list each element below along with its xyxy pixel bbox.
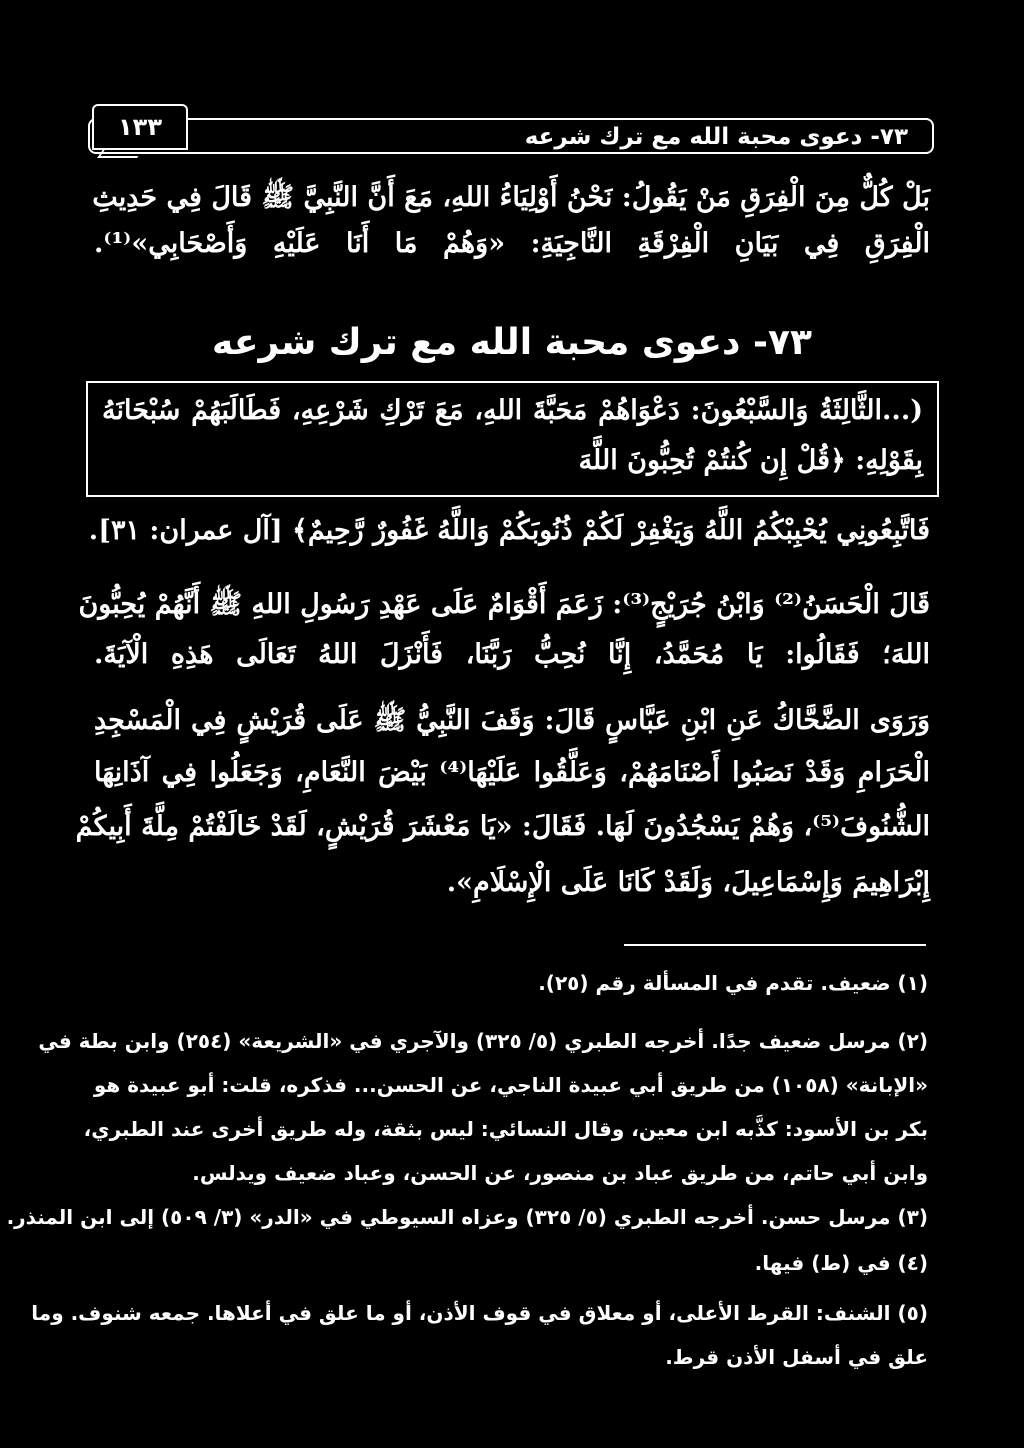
body-line-4: وَرَوَى الضَّحَّاكُ عَنِ ابْنِ عَبَّاسٍ قَالَ: وَقَفَ النَّبِيُّ ﷺ عَلَى قُرَيْشٍ فِي الْمَسْجِدِ [94, 705, 930, 736]
chapter-box [86, 381, 939, 497]
running-title: ٧٣- دعوى محبة الله مع ترك شرعه [524, 124, 908, 150]
footnote-1: (١) ضعيف. تقدم في المسألة رقم (٢٥). [538, 971, 928, 995]
footnote-3: (٣) مرسل حسن. أخرجه الطبري (٥/ ٣٢٥) وعزاه السيوطي في «الدر» (٣/ ٥٠٩) إلى ابن المنذر. [6, 1205, 928, 1229]
footnote-2-line-1: (٢) مرسل ضعيف جدًا. أخرجه الطبري (٥/ ٣٢٥) والآجري في «الشريعة» (٢٥٤) وابن بطة في [38, 1029, 928, 1053]
body-line-7: إِبْرَاهِيمَ وَإِسْمَاعِيلَ، وَلَقَدْ كَانَا عَلَى الْإِسْلَامِ». [446, 867, 930, 898]
running-header [88, 118, 934, 154]
intro-line-1: بَلْ كُلٌّ مِنَ الْفِرَقِ مَنْ يَقُولُ: نَحْنُ أَوْلِيَاءُ اللهِ، مَعَ أَنَّ النَّبِيَّ ﷺ قَالَ فِي حَدِيثِ [92, 182, 930, 213]
footnote-2-line-3: بكر بن الأسود: كذَّبه ابن معين، وقال النسائي: ليس بثقة، وله طريق أخرى عند الطبري، [83, 1117, 928, 1141]
page-number: ١٣٣ [92, 104, 188, 150]
footnote-2-line-4: وابن أبي حاتم، من طريق عباد بن منصور، عن الحسن، وعباد ضعيف ويدلس. [192, 1161, 928, 1185]
intro-line-2: الْفِرَقِ فِي بَيَانِ الْفِرْقَةِ النَّاجِيَةِ: «وَهُمْ مَا أَنَا عَلَيْهِ وَأَصْحَابِي»⁽¹⁾. [94, 228, 930, 259]
footnote-2-line-2: «الإبانة» (١٠٥٨) من طريق أبي عبيدة الناجي، عن الحسن... فذكره، قلت: أبو عبيدة هو [93, 1073, 928, 1097]
footnote-5-line-1: (٥) الشنف: القرط الأعلى، أو معلاق في قوف الأذن، أو ما علق في أعلاها. جمعه شنوف. وما [31, 1301, 928, 1325]
body-line-2: قَالَ الْحَسَنُ⁽²⁾ وَابْنُ جُرَيْجٍ⁽³⁾: زَعَمَ أَقْوَامٌ عَلَى عَهْدِ رَسُولِ اللهِ ﷺ أَنَّهُمْ يُحِبُّونَ [78, 589, 930, 620]
body-line-5: الْحَرَامِ وَقَدْ نَصَبُوا أَصْنَامَهُمْ، وَعَلَّقُوا عَلَيْهَا⁽⁴⁾ بَيْضَ النَّعَامِ، وَجَعَلُوا فِي آذَانِهَا [94, 757, 930, 788]
footnote-5-line-2: علق في أسفل الأذن قرط. [665, 1345, 928, 1369]
section-title: ٧٣- دعوى محبة الله مع ترك شرعه [212, 322, 812, 363]
body-line-1: فَاتَّبِعُونِي يُحْبِبْكُمُ اللَّهُ وَيَغْفِرْ لَكُمْ ذُنُوبَكُمْ وَاللَّهُ غَفُورٌ رَّحِيمٌ﴾ [آل عمران: ٣١]. [88, 515, 930, 546]
chapter-box-line-1: (...الثَّالِثَةُ وَالسَّبْعُونَ: دَعْوَاهُمْ مَحَبَّةَ اللهِ، مَعَ تَرْكِ شَرْعِهِ، فَطَالَبَهُمْ سُبْحَانَهُ [102, 395, 923, 426]
body-line-6: الشُّنُوفَ⁽⁵⁾، وَهُمْ يَسْجُدُونَ لَهَا. فَقَالَ: «يَا مَعْشَرَ قُرَيْشٍ، لَقَدْ خَالَفْتُمْ مِلَّةَ أَبِيكُمْ [75, 811, 930, 842]
body-line-3: اللهَ؛ فَقَالُوا: يَا مُحَمَّدُ، إِنَّا نُحِبُّ رَبَّنَا، فَأَنْزَلَ اللهُ تَعَالَى هَذِهِ الْآيَةَ. [94, 639, 930, 670]
footnote-4: (٤) في (ط) فيها. [754, 1251, 928, 1275]
footnote-separator [624, 944, 926, 946]
chapter-box-line-2: بِقَوْلِهِ: ﴿قُلْ إِن كُنتُمْ تُحِبُّونَ اللَّهَ [578, 445, 923, 476]
